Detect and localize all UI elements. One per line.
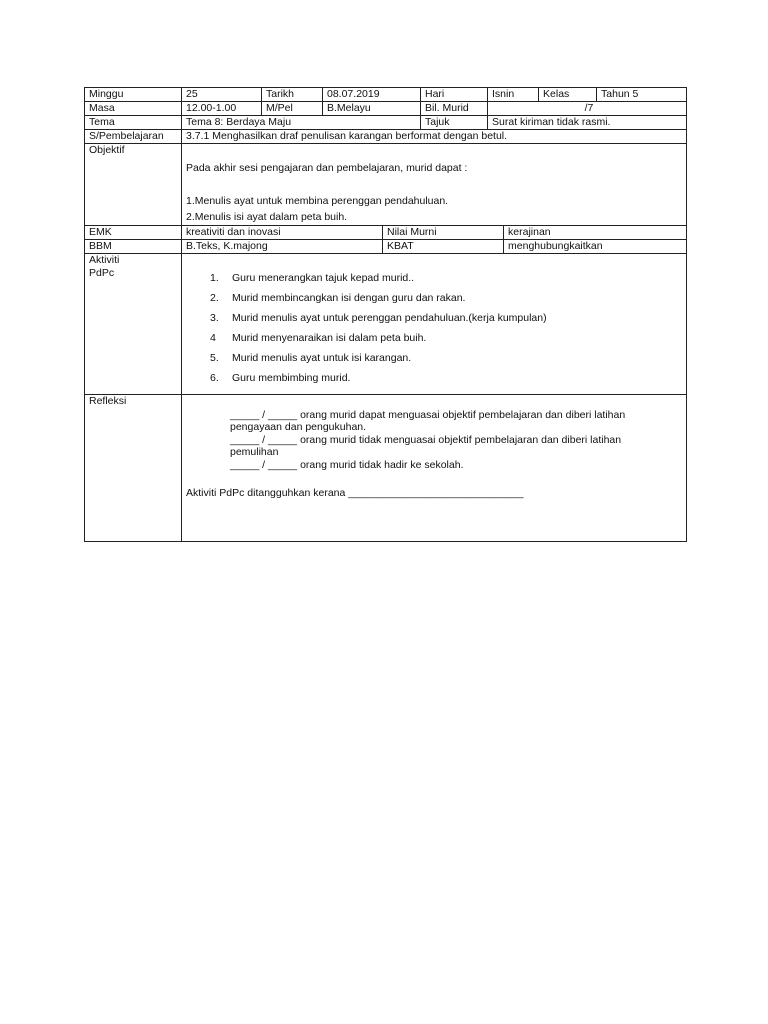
sp-value: 3.7.1 Menghasilkan draf penulisan karangan berformat dengan betul. [182,130,687,144]
aktiviti-label [85,254,182,395]
tema-label: Tema [85,116,182,130]
row-standard-pembelajaran [85,130,687,144]
aktiviti-item-text: Murid menulis ayat untuk perenggan pendahuluan.(kerja kumpulan) [232,312,547,324]
masa-value: 12.00-1.00 [182,102,262,116]
aktiviti-item-num: 3. [210,312,219,324]
emk-value: kreativiti dan inovasi [182,226,383,240]
nilai-murni-label: Nilai Murni [383,226,504,240]
objektif-label: Objektif [85,144,182,226]
objektif-item-2: 2.Menulis isi ayat dalam peta buih. [186,211,348,223]
row-aktiviti [85,254,687,395]
tema-value: Tema 8: Berdaya Maju [182,116,421,130]
kbat-value: menghubungkaitkan [504,240,687,254]
nilai-murni-value: kerajinan [504,226,687,240]
aktiviti-item [186,368,682,388]
objektif-intro: Pada akhir sesi pengajaran dan pembelajaran, murid dapat : [186,162,468,174]
masa-label: Masa [85,102,182,116]
minggu-label: Minggu [85,88,182,102]
aktiviti-item-num: 1. [210,272,219,284]
row-objektif [85,144,687,226]
aktiviti-item-text: Murid menyenaraikan isi dalam peta buih. [232,332,427,344]
aktiviti-item-num: 4 [210,332,216,344]
mpel-label: M/Pel [262,102,323,116]
objektif-body [182,144,687,226]
bbm-label: BBM [85,240,182,254]
tarikh-label: Tarikh [262,88,323,102]
aktiviti-item [186,328,682,348]
aktiviti-item-num: 6. [210,372,219,384]
kbat-label: KBAT [383,240,504,254]
aktiviti-item-text: Guru menerangkan tajuk kepad murid.. [232,272,415,284]
aktiviti-list [186,268,682,388]
refleksi-line-2: _____ / _____ orang murid tidak menguasai objektif pembelajaran dan diberi latihan pemulihan [230,434,622,458]
aktiviti-item [186,308,682,328]
row-tema [85,116,687,130]
aktiviti-item [186,288,682,308]
tajuk-value: Surat kiriman tidak rasmi. [488,116,687,130]
refleksi-ditangguhkan: Aktiviti PdPc ditangguhkan kerana ______________________________ [186,487,524,499]
aktiviti-item-num: 5. [210,352,219,364]
mpel-value: B.Melayu [323,102,421,116]
minggu-value: 25 [182,88,262,102]
kelas-label: Kelas [539,88,597,102]
sp-label: S/Pembelajaran [85,130,182,144]
row-minggu [85,88,687,102]
bilmurid-label: Bil. Murid [421,102,488,116]
aktiviti-body [182,254,687,395]
hari-label: Hari [421,88,488,102]
bbm-value: B.Teks, K.majong [182,240,383,254]
refleksi-label: Refleksi [85,395,182,542]
row-emk [85,226,687,240]
refleksi-body [182,395,687,542]
kelas-value: Tahun 5 [597,88,687,102]
aktiviti-item-text: Murid menulis ayat untuk isi karangan. [232,352,412,364]
bilmurid-value-text: /7 [584,102,594,114]
row-bbm [85,240,687,254]
tajuk-label: Tajuk [421,116,488,130]
lesson-plan-table [84,87,687,542]
row-masa [85,102,687,116]
refleksi-line-1: _____ / _____ orang murid dapat menguasai objektif pembelajaran dan diberi latihan pengayaan dan pengukuhan. [230,409,626,433]
aktiviti-item-text: Guru membimbing murid. [232,372,351,384]
row-refleksi [85,395,687,542]
aktiviti-label-line-2: PdPc [89,267,115,279]
aktiviti-item [186,268,682,288]
hari-value: Isnin [488,88,539,102]
tarikh-value: 08.07.2019 [323,88,421,102]
aktiviti-item-text: Murid membincangkan isi dengan guru dan rakan. [232,292,466,304]
refleksi-line-3: _____ / _____ orang murid tidak hadir ke sekolah. [230,459,464,471]
aktiviti-label-line-1: Aktiviti [89,254,120,266]
bilmurid-value [488,102,687,116]
objektif-item-1: 1.Menulis ayat untuk membina perenggan pendahuluan. [186,195,449,207]
aktiviti-item [186,348,682,368]
aktiviti-item-num: 2. [210,292,219,304]
emk-label: EMK [85,226,182,240]
